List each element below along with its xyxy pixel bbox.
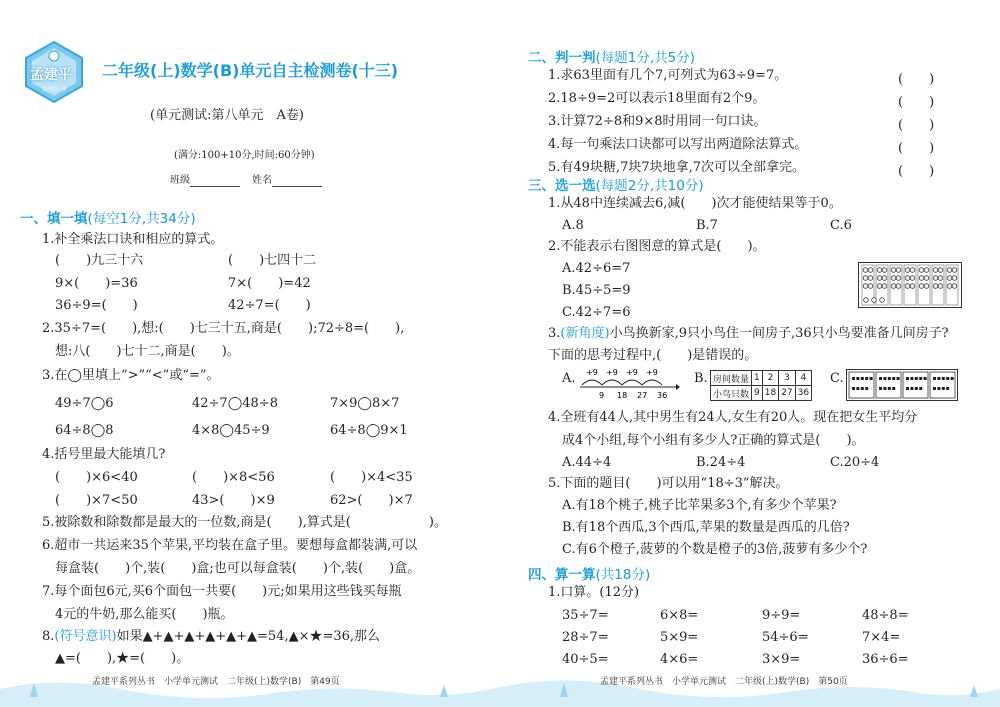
table-cell: 房间数量: [711, 371, 752, 386]
q8-text: 如果▲+▲+▲+▲+▲+▲=54,▲×★=36,那么: [116, 629, 381, 644]
bird-dot: [924, 377, 927, 380]
name-field[interactable]: [272, 186, 322, 187]
c1-option[interactable]: C.6: [830, 218, 852, 233]
c3-option-b-label[interactable]: B.: [694, 371, 708, 386]
table-cell: 36: [795, 386, 811, 401]
section-2-title: 二、判一判: [528, 50, 596, 66]
dot: [882, 268, 887, 273]
bird-dot: [879, 387, 882, 390]
name-label: 姓名: [252, 175, 272, 186]
bird-dot: [919, 387, 922, 390]
bird-dot: [892, 377, 895, 380]
dot: [891, 284, 896, 289]
q1-stem: 1.补全乘法口诀和相应的算式。: [42, 232, 224, 247]
dot: [891, 268, 896, 273]
dot: [919, 268, 924, 273]
unit-subtitle: (单元测试:第八单元 A卷): [150, 108, 304, 123]
bird-dot: [906, 387, 909, 390]
logo-subtext: 系列丛书: [42, 86, 67, 93]
bird-dot: [951, 377, 954, 380]
bird-dot: [856, 387, 859, 390]
calc-cell[interactable]: 28÷7=: [562, 630, 609, 645]
dot: [905, 268, 910, 273]
dot: [896, 284, 901, 289]
q8-tag: (符号意识): [54, 629, 117, 644]
c3-tag: (新角度): [560, 326, 610, 341]
section-1-points: (每空1分,共34分): [87, 211, 196, 227]
section-1-header: [20, 207, 196, 227]
q3-stem: 3.在◯里填上“>”“<”或“=”。: [42, 368, 220, 383]
q3-cell[interactable]: 49÷7◯6: [55, 396, 114, 411]
c2-option[interactable]: A.42÷6=7: [562, 261, 631, 276]
dot: [880, 298, 885, 303]
dot: [919, 276, 924, 281]
calc-cell[interactable]: 3×9=: [762, 652, 801, 667]
table-cell: 18: [762, 386, 778, 401]
dot: [891, 276, 896, 281]
table-cell: 27: [779, 386, 795, 401]
dot: [896, 268, 901, 273]
q7-line-2[interactable]: 4元的牛奶,那么能买( )瓶。: [55, 607, 234, 622]
judge-item: 2.18÷9=2可以表示18里面有2个9。: [548, 91, 766, 106]
judge-answer-box[interactable]: ( ): [898, 164, 935, 179]
bird-dot: [861, 377, 864, 380]
q6-line-2[interactable]: 每盒装( )个,装( )盒;也可以每盒装( )个,装( )盒。: [55, 561, 421, 576]
q1-cell[interactable]: ( )九三十六: [55, 253, 144, 268]
calc-cell[interactable]: 40÷5=: [562, 652, 609, 667]
bird-dot: [870, 377, 873, 380]
dot: [947, 284, 952, 289]
c2-option[interactable]: B.45÷5=9: [562, 283, 631, 298]
dot: [877, 268, 882, 273]
dot: [868, 268, 873, 273]
bird-dot: [946, 377, 949, 380]
dot: [905, 284, 910, 289]
table-cell: 2: [762, 371, 778, 386]
section-2-header: [528, 46, 695, 66]
bird-dot: [865, 377, 868, 380]
dot: [933, 284, 938, 289]
q2-line-2[interactable]: 想:八( )七十二,商是( )。: [55, 344, 240, 359]
c3-option-c-figure: [846, 369, 958, 401]
section-4-header: [528, 563, 650, 583]
dot: [910, 284, 915, 289]
tick-label: 18: [617, 391, 628, 400]
dot: [877, 276, 882, 281]
c5-stem[interactable]: 5.下面的题目( )可以用“18÷3”解决。: [548, 476, 789, 491]
q1-cell[interactable]: 36÷9=( ): [55, 298, 138, 313]
c3-number: 3.: [548, 326, 561, 341]
table-row: [711, 371, 812, 386]
q6-line-1: 6.超市一共运来35个苹果,平均装在盒子里。要想每盒都装满,可以: [42, 538, 418, 553]
table-cell: 小鸟只数: [711, 386, 752, 401]
c3-line-1[interactable]: [548, 326, 949, 342]
calc-cell[interactable]: 7×4=: [862, 630, 901, 645]
calc-stem: 1.口算。(12分): [548, 585, 640, 600]
q1-cell[interactable]: 9×( )=36: [55, 276, 138, 291]
bird-dot: [946, 387, 949, 390]
tick-label: 36: [657, 391, 668, 400]
c3-text: 小鸟换新家,9只小鸟住一间房子,36只小鸟要准备几间房子?: [609, 326, 949, 341]
bird-dot: [937, 387, 940, 390]
class-label: 班级: [170, 175, 190, 186]
c3-line-2[interactable]: 下面的思考过程中,( )是错误的。: [548, 348, 758, 363]
dot: [910, 276, 915, 281]
q8-line-1[interactable]: [42, 629, 380, 645]
calc-cell[interactable]: 6×8=: [660, 608, 699, 623]
bird-dot: [865, 387, 868, 390]
q4-cell[interactable]: ( )×7<50: [55, 493, 138, 508]
bird-dot: [910, 377, 913, 380]
bird-dot: [883, 387, 886, 390]
dot: [882, 284, 887, 289]
dot: [952, 284, 957, 289]
section-3-title: 三、选一选: [528, 178, 596, 194]
judge-answer-box[interactable]: ( ): [898, 95, 935, 110]
c1-option[interactable]: B.7: [696, 218, 718, 233]
dot: [938, 268, 943, 273]
c2-stem[interactable]: 2.不能表示右图图意的算式是( )。: [548, 239, 766, 254]
section-1-title: 一、填一填: [20, 211, 88, 227]
c5-option[interactable]: C.有6个橙子,菠萝的个数是橙子的3倍,菠萝有多少个?: [562, 542, 868, 557]
class-field[interactable]: [190, 186, 240, 187]
dot: [933, 276, 938, 281]
tick-label: 27: [637, 391, 648, 400]
dot: [952, 268, 957, 273]
dot: [910, 268, 915, 273]
section-3-points: (每题2分,共10分): [595, 178, 704, 194]
dot: [868, 284, 873, 289]
bird-dot: [879, 377, 882, 380]
c4-line-2[interactable]: 成4个小组,每个小组有多少人?正确的算式是( )。: [562, 433, 865, 448]
table-cell: 9: [752, 386, 763, 401]
dot: [872, 298, 877, 303]
dot: [863, 284, 868, 289]
judge-answer-box[interactable]: ( ): [898, 141, 935, 156]
bird-dot: [942, 387, 945, 390]
bird-dot: [910, 387, 913, 390]
c2-dot-figure: [858, 262, 962, 308]
judge-item: 4.每一句乘法口诀都可以写出两道除法算式。: [548, 137, 808, 152]
dot: [952, 276, 957, 281]
q8-number: 8.: [42, 629, 55, 644]
section-4-points: (共18分): [595, 567, 651, 583]
table-cell: 4: [795, 371, 811, 386]
dot: [905, 276, 910, 281]
c1-option[interactable]: A.8: [562, 218, 584, 233]
judge-answer-box[interactable]: ( ): [898, 118, 935, 133]
jump-label: +9: [646, 368, 658, 377]
c4-line-1: 4.全班有44人,其中男生有24人,女生有20人。现在把女生平均分: [548, 410, 918, 425]
c2-option[interactable]: C.42÷7=6: [562, 305, 631, 320]
bird-dot: [883, 377, 886, 380]
bird-dot: [888, 377, 891, 380]
footer-decoration: [0, 667, 500, 707]
bird-dot: [919, 377, 922, 380]
bird-dot: [888, 387, 891, 390]
bird-dot: [915, 377, 918, 380]
bird-dot: [852, 387, 855, 390]
judge-item: 1.求63里面有几个7,可列式为63÷9=7。: [548, 68, 788, 83]
table-cell: 1: [752, 371, 763, 386]
calc-cell[interactable]: 9÷9=: [762, 608, 801, 623]
q4-stem: 4.括号里最大能填几?: [42, 447, 166, 462]
q1-cell[interactable]: 7×( )=42: [228, 276, 311, 291]
q4-cell[interactable]: ( )×8<56: [192, 470, 275, 485]
q3-cell[interactable]: 4×8◯45÷9: [192, 423, 270, 438]
q5[interactable]: 5.被除数和除数都是最大的一位数,商是( ),算式是( )。: [42, 515, 447, 530]
calc-cell[interactable]: 48÷8=: [862, 608, 909, 623]
dot: [933, 268, 938, 273]
footer-decoration: [500, 667, 1000, 707]
q3-cell[interactable]: 64÷8◯8: [55, 423, 114, 438]
dot: [924, 284, 929, 289]
dot: [919, 284, 924, 289]
q4-cell[interactable]: ( )×6<40: [55, 470, 138, 485]
calc-cell[interactable]: 35÷7=: [562, 608, 609, 623]
c4-option[interactable]: A.44÷4: [562, 455, 612, 470]
dot: [882, 276, 887, 281]
q8-line-2[interactable]: ▲=( ),★=( )。: [55, 651, 190, 666]
calc-cell[interactable]: 36÷6=: [862, 652, 909, 667]
right-page: [500, 0, 1000, 707]
q4-cell[interactable]: ( )×4<35: [330, 470, 413, 485]
table-cell: 3: [779, 371, 795, 386]
tick-label: 9: [599, 391, 605, 400]
section-2-points: (每题1分,共5分): [595, 50, 696, 66]
dot: [924, 276, 929, 281]
c5-option[interactable]: A.有18个桃子,桃子比苹果多3个,有多少个苹果?: [562, 498, 837, 513]
calc-cell[interactable]: 5×9=: [660, 630, 699, 645]
c1-stem[interactable]: 1.从48中连续减去6,减( )次才能使结果等于0。: [548, 196, 842, 211]
c4-option[interactable]: B.24÷4: [696, 455, 746, 470]
page-title: 二年级(上)数学(B)单元自主检测卷(十三): [102, 61, 399, 80]
dot: [947, 268, 952, 273]
dot: [868, 276, 873, 281]
dot: [863, 268, 868, 273]
bird-dot: [937, 377, 940, 380]
dot: [938, 276, 943, 281]
c3-option-b-table: [710, 370, 812, 401]
q3-cell[interactable]: 42÷7◯48÷8: [192, 396, 278, 411]
bird-dot: [915, 387, 918, 390]
table-row: [711, 386, 812, 401]
judge-item: 5.有49块糖,7块7块地拿,7次可以全部拿完。: [548, 160, 806, 175]
page-footer: 孟建平系列丛书 小学单元测试 二年级(上)数学(B) 第50页: [600, 677, 848, 687]
dot: [947, 276, 952, 281]
dot: [896, 276, 901, 281]
dot: [864, 298, 869, 303]
judge-item: 3.计算72÷8和9×8时用同一句口诀。: [548, 114, 767, 129]
q4-cell[interactable]: 62>( )×7: [330, 493, 413, 508]
c3-option-c-label[interactable]: C.: [830, 371, 844, 386]
q1-cell[interactable]: ( )七四十二: [228, 253, 317, 268]
q7-line-1[interactable]: 7.每个面包6元,买6个面包一共要( )元;如果用这些钱买每瓶: [42, 584, 402, 599]
c4-option[interactable]: C.20÷4: [830, 455, 880, 470]
jump-label: +9: [606, 368, 618, 377]
brand-logo: [22, 40, 86, 104]
c3-option-a-numberline: [580, 367, 680, 401]
exam-info: (满分:100+10分,时间:60分钟): [174, 150, 315, 161]
dot: [877, 284, 882, 289]
c3-option-a-label[interactable]: A.: [562, 371, 576, 386]
dot: [924, 268, 929, 273]
jump-label: +9: [586, 368, 598, 377]
bird-dot: [852, 377, 855, 380]
section-3-header: [528, 174, 704, 194]
q2-line-1[interactable]: 2.35÷7=( ),想:( )七三十五,商是( );72÷8=( ),: [42, 321, 405, 336]
bird-dot: [933, 387, 936, 390]
page-footer: 孟建平系列丛书 小学单元测试 二年级(上)数学(B) 第49页: [92, 677, 340, 687]
calc-cell[interactable]: 4×6=: [660, 652, 699, 667]
dot: [938, 284, 943, 289]
section-4-title: 四、算一算: [528, 567, 596, 583]
bird-dot: [892, 387, 895, 390]
bird-dot: [906, 377, 909, 380]
judge-answer-box[interactable]: ( ): [898, 72, 935, 87]
bird-dot: [897, 377, 900, 380]
bird-dot: [856, 377, 859, 380]
q3-cell[interactable]: 7×9◯8×7: [330, 396, 400, 411]
q1-cell[interactable]: 42÷7=( ): [228, 298, 311, 313]
q3-cell[interactable]: 64÷8◯9×1: [330, 423, 408, 438]
c5-option[interactable]: B.有18个西瓜,3个西瓜,苹果的数量是西瓜的几倍?: [562, 520, 850, 535]
logo-text: 孟建平: [30, 67, 72, 83]
bird-dot: [942, 377, 945, 380]
bird-dot: [861, 387, 864, 390]
bird-dot: [933, 377, 936, 380]
dot: [863, 276, 868, 281]
jump-label: +9: [626, 368, 638, 377]
calc-cell[interactable]: 54÷6=: [762, 630, 809, 645]
q4-cell[interactable]: 43>( )×9: [192, 493, 275, 508]
